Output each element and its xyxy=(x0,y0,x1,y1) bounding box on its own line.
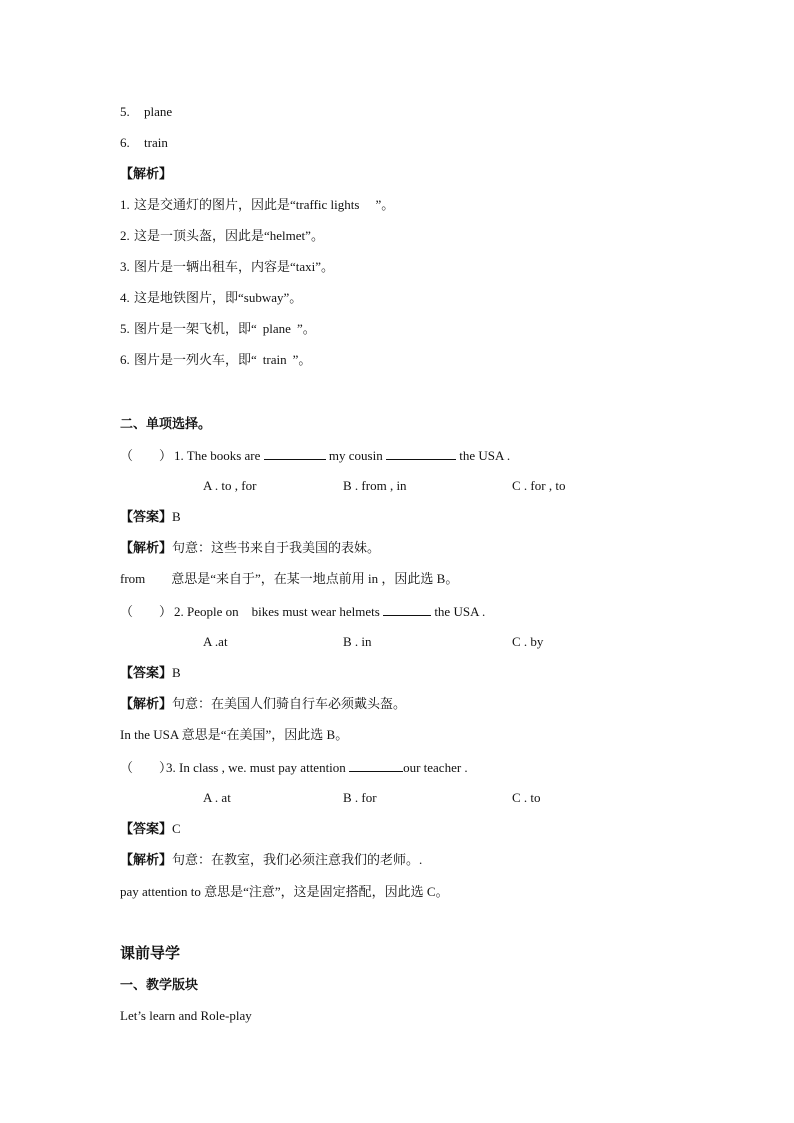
answer-blank xyxy=(383,603,431,616)
analysis-line-6: 6. 图片是一列火车，即“ train ”。 xyxy=(120,352,312,367)
answer-line-3: 【答案】C xyxy=(120,821,181,836)
option-b: B . in xyxy=(343,634,372,649)
preview-item: Let’s learn and Role-play xyxy=(120,1008,252,1023)
option-c: C . by xyxy=(512,634,544,649)
analysis-q3: 【解析】句意：在教室，我们必须注意我们的老师。. xyxy=(120,852,423,867)
option-b: B . from , in xyxy=(343,478,407,493)
note-q3: pay attention to 意思是“注意”，这是固定搭配，因此选 C。 xyxy=(120,884,449,899)
analysis-line-1: 1. 这是交通灯的图片，因此是“traffic lights ”。 xyxy=(120,197,395,212)
analysis-line-5: 5. 图片是一架飞机，即“ plane ”。 xyxy=(120,321,316,336)
analysis-label: 【解析】 xyxy=(120,166,173,181)
option-c: C . to xyxy=(512,790,541,805)
answer-blank xyxy=(386,447,456,460)
analysis-line-4: 4. 这是地铁图片，即“subway”。 xyxy=(120,290,303,305)
answer-blank xyxy=(264,447,326,460)
option-a: A . at xyxy=(203,790,231,805)
section-title: 二、单项选择。 xyxy=(120,416,212,431)
option-c: C . for , to xyxy=(512,478,566,493)
preview-subtitle: 一、教学版块 xyxy=(120,977,199,992)
option-a: A . to , for xyxy=(203,478,257,493)
option-a: A .at xyxy=(203,634,228,649)
question-2: （ ） 2. People on bikes must wear helmets the USA . xyxy=(120,604,486,619)
answer-blank xyxy=(349,759,403,772)
option-b: B . for xyxy=(343,790,377,805)
analysis-q1: 【解析】句意：这些书来自于我美国的表妹。 xyxy=(120,540,381,555)
answer-value: C xyxy=(172,821,181,836)
answer-value: B xyxy=(172,665,181,680)
answer-text: plane xyxy=(144,104,173,119)
analysis-q2: 【解析】句意：在美国人们骑自行车必须戴头盔。 xyxy=(120,696,407,711)
analysis-line-3: 3. 图片是一辆出租车，内容是“taxi”。 xyxy=(120,259,335,274)
answer-line-1: 【答案】B xyxy=(120,509,181,524)
answer-value: B xyxy=(172,509,181,524)
answer-line-2: 【答案】B xyxy=(120,665,181,680)
answer-item-5: 5. plane xyxy=(120,104,173,119)
question-1: （ ） 1. The books are my cousin the USA . xyxy=(120,448,511,463)
answer-item-6: 6. train xyxy=(120,135,168,150)
question-3: （ ）3. In class , we. must pay attention our teacher . xyxy=(120,760,468,775)
analysis-line-2: 2. 这是一顶头盔，因此是“helmet”。 xyxy=(120,228,324,243)
preview-title: 课前导学 xyxy=(120,946,181,962)
answer-text: train xyxy=(144,135,168,150)
note-q1: from 意思是“来自于”，在某一地点前用 in ，因此选 B。 xyxy=(120,571,459,586)
note-q2: In the USA 意思是“在美国”，因此选 B。 xyxy=(120,727,349,742)
